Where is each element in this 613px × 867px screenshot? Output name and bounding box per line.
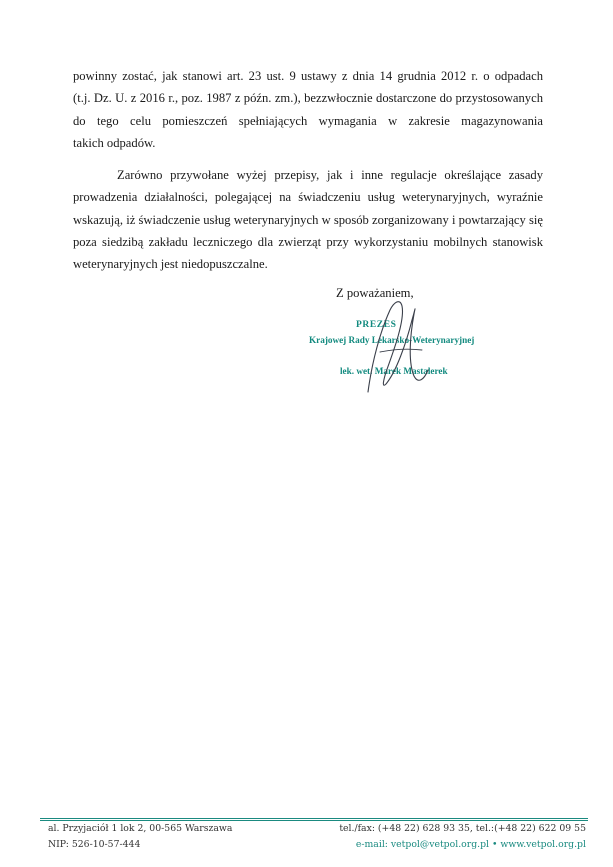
stamp-organization: Krajowej Rady Lekarsko-Weterynaryjnej	[309, 335, 475, 345]
footer-nip: NIP: 526-10-57-444	[48, 839, 141, 850]
paragraph-2	[73, 164, 543, 275]
paragraph-2-line-2: prowadzenia działalności, polegającej na świadczeniu usług weterynaryjnych, wyraźnie	[73, 190, 543, 205]
stamp-signatory-name: lek. wet. Marek Mastalerek	[340, 366, 448, 376]
paragraph-1-line-3: do tego celu pomieszczeń spełniających wymagania w zakresie magazynowania	[73, 113, 543, 128]
paragraph-2-line-5: weterynaryjnych jest niedopuszczalne.	[73, 257, 268, 272]
paragraph-1-line-1: powinny zostać, jak stanowi art. 23 ust. 9 ustawy z dnia 14 grudnia 2012 r. o odpadach	[73, 69, 543, 83]
paragraph-2-line-3: wskazują, iż świadczenie usług weterynaryjnych w sposób zorganizowany i powtarzający się	[73, 212, 543, 227]
paragraph-1-line-4: takich odpadów.	[73, 135, 156, 150]
paragraph-1-line-2: (t.j. Dz. U. z 2016 r., poz. 1987 z późn. zm.), bezzwłocznie dostarczone do przystosowanych	[73, 91, 543, 106]
footer-divider-thin	[40, 820, 588, 821]
handwritten-signature	[350, 292, 440, 404]
paragraph-2-line-4: poza siedzibą zakładu leczniczego dla zwierząt przy wykorzystaniu mobilnych stanowisk	[73, 234, 543, 249]
paragraph-1	[73, 65, 543, 154]
footer-divider	[40, 818, 588, 819]
closing-salutation: Z poważaniem,	[336, 286, 414, 300]
paragraph-2-line-1: Zarówno przywołane wyżej przepisy, jak i inne regulacje określające zasady	[117, 168, 543, 182]
stamp-title: PREZES	[356, 320, 397, 330]
footer-phone: tel./fax: (+48 22) 628 93 35, tel.:(+48 22) 622 09 55	[339, 823, 586, 834]
footer-address: al. Przyjaciół 1 lok 2, 00-565 Warszawa	[48, 823, 233, 834]
footer-email-web: e-mail: vetpol@vetpol.org.pl • www.vetpol.org.pl	[355, 839, 586, 850]
